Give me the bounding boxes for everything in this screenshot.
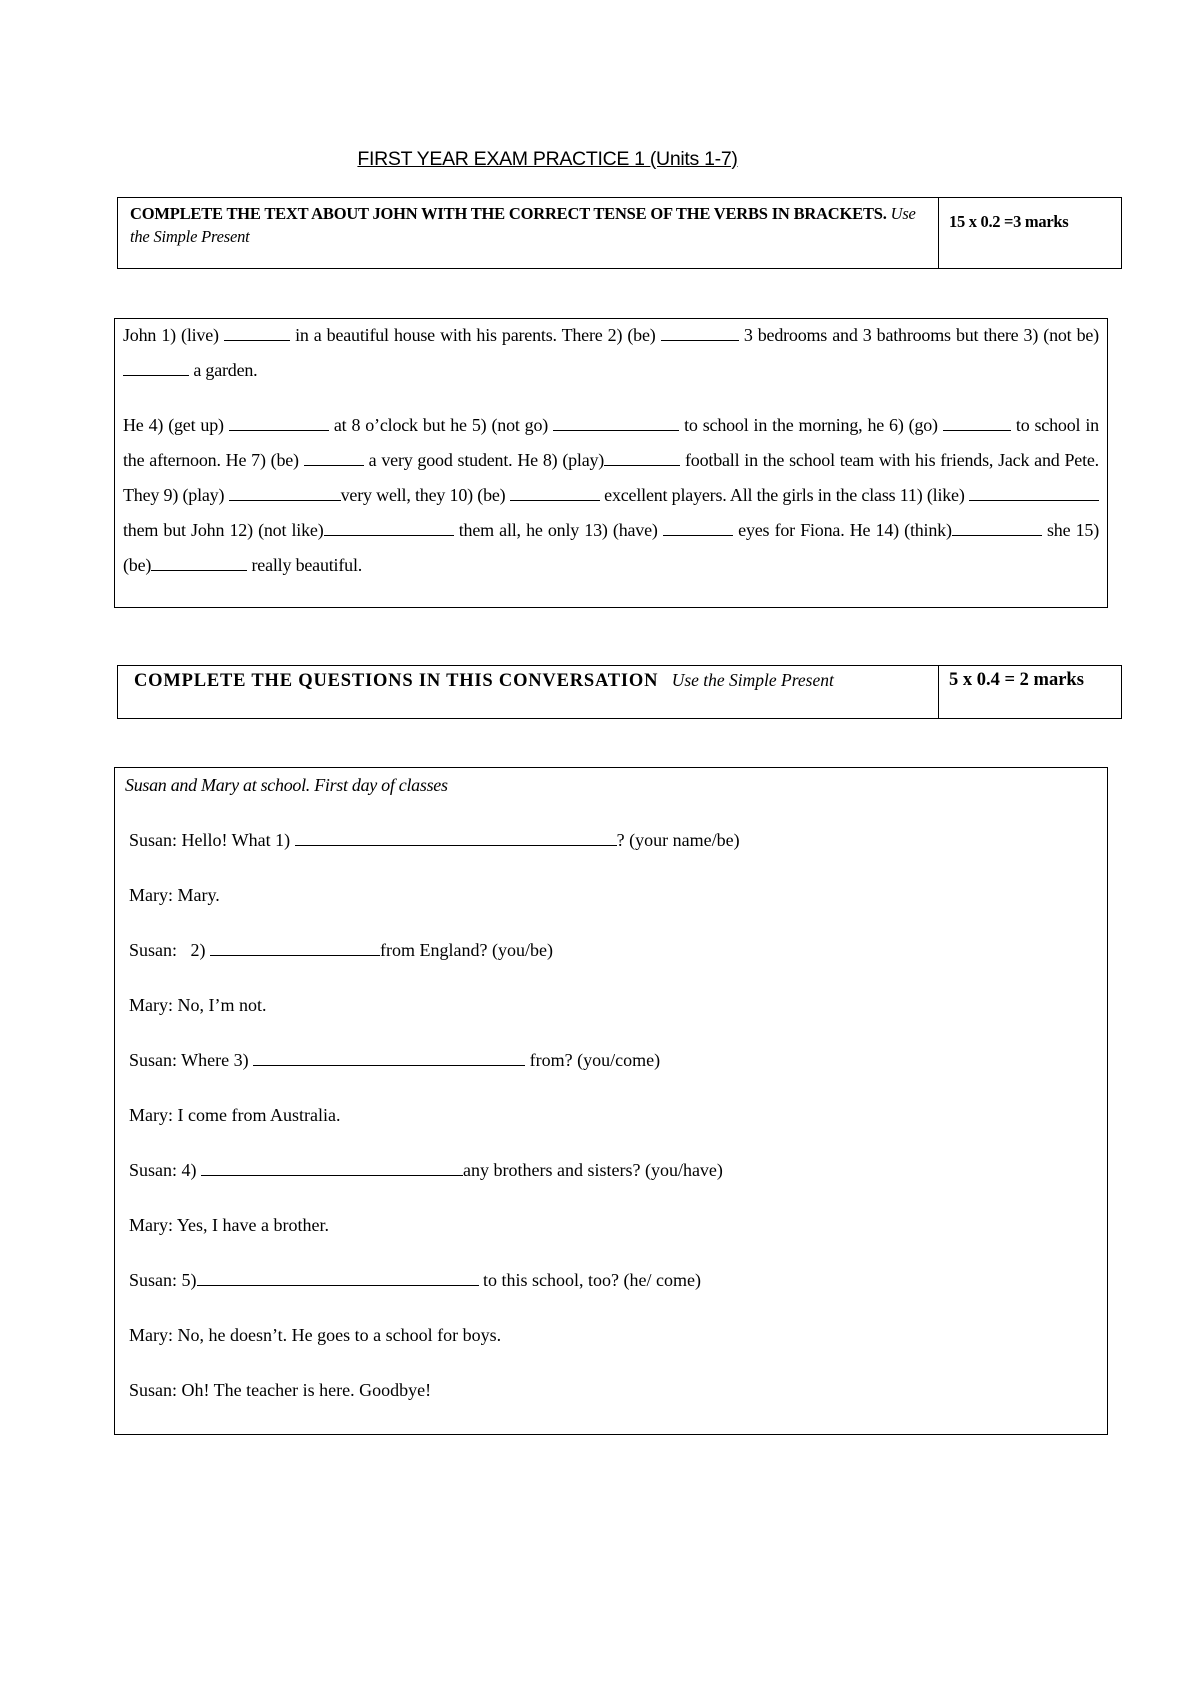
blank-15[interactable] [151, 556, 247, 571]
blank-1[interactable] [224, 326, 290, 341]
text-segment: in a beautiful house with his parents. There 2) (be) [295, 325, 656, 345]
dialogue-hint: from? (you/come) [525, 1050, 661, 1070]
dialogue-line [129, 1373, 1093, 1428]
dialogue-line [129, 1043, 1093, 1098]
dialogue-text: Susan: 4) [129, 1160, 197, 1180]
text-segment: to school in the afternoon. He 7) (be) [123, 415, 1099, 470]
text-segment: He 4) (get up) [123, 415, 224, 435]
dialogue-hint: to this school, too? (he/ come) [478, 1270, 701, 1290]
answer-blank-5[interactable] [197, 1271, 479, 1286]
answer-blank-1[interactable] [295, 831, 617, 846]
blank-13[interactable] [663, 521, 733, 536]
text-segment: them but John 12) (not like) [123, 520, 324, 540]
section1-header [117, 197, 1122, 269]
blank-3[interactable] [123, 361, 189, 376]
dialogue-text: Susan: 5) [129, 1270, 197, 1290]
section1-text-box [114, 318, 1108, 608]
dialogue-text: Mary: Mary. [129, 885, 220, 905]
blank-6[interactable] [943, 416, 1011, 431]
section1-instruction-text: COMPLETE THE TEXT ABOUT JOHN WITH THE CORRECT TENSE OF THE VERBS IN BRACKETS. [130, 204, 887, 223]
answer-blank-2[interactable] [210, 941, 380, 956]
blank-2[interactable] [661, 326, 739, 341]
conversation-subtitle: Susan and Mary at school. First day of classes [125, 775, 448, 795]
text-segment: John 1) (live) [123, 325, 219, 345]
dialogue-line [129, 1098, 1093, 1153]
text-segment: football in the school team with his friends, Jack and Pete. They 9) (play) [123, 450, 1099, 505]
text-segment: excellent players. All the girls in the class 11) (like) [604, 485, 965, 505]
dialogue-line [129, 1153, 1093, 1208]
dialogue-hint: from England? (you/be) [380, 940, 553, 960]
section2-marks: 5 x 0.4 = 2 marks [949, 670, 1084, 690]
dialogue-line [129, 1263, 1093, 1318]
blank-4[interactable] [229, 416, 329, 431]
dialogue-text: Susan: Hello! What 1) [129, 830, 291, 850]
text-segment: a garden. [193, 360, 258, 380]
text-segment: a very good student. He 8) (play) [368, 450, 605, 470]
dialogue-line [129, 1318, 1093, 1373]
answer-blank-3[interactable] [253, 1051, 525, 1066]
dialogue-line [129, 1208, 1093, 1263]
section2-instruction-text: COMPLETE THE QUESTIONS IN THIS CONVERSATION [134, 671, 659, 691]
dialogue-hint: ? (your name/be) [616, 830, 740, 850]
text-segment: to school in the morning, he 6) (go) [684, 415, 938, 435]
text-segment: she 15) (be) [123, 520, 1099, 575]
text-segment: them all, he only 13) (have) [458, 520, 658, 540]
blank-12[interactable] [324, 521, 454, 536]
dialogue-text: Mary: Yes, I have a brother. [129, 1215, 329, 1235]
text-segment: 3 bedrooms and 3 bathrooms but there 3) (not be) [743, 325, 1099, 345]
dialogue-hint: any brothers and sisters? (you/have) [463, 1160, 723, 1180]
answer-blank-4[interactable] [201, 1161, 463, 1176]
text-segment: very well, they 10) (be) [340, 485, 506, 505]
paragraph-2 [123, 408, 1099, 583]
blank-8[interactable] [604, 451, 680, 466]
paragraph-1 [123, 318, 1099, 388]
section2-instruction-note: Use the Simple Present [671, 670, 834, 690]
text-segment: really beautiful. [251, 555, 363, 575]
dialogue-text: Mary: No, I’m not. [129, 995, 267, 1015]
blank-9[interactable] [229, 486, 341, 501]
section2-instruction [118, 666, 939, 718]
dialogue-line [129, 988, 1093, 1043]
blank-7[interactable] [304, 451, 364, 466]
text-segment: eyes for Fiona. He 14) (think) [738, 520, 952, 540]
conversation-box [114, 767, 1108, 1435]
dialogue-text: Susan: 2) [129, 940, 206, 960]
section1-instruction-note: Use the Simple Present [130, 204, 916, 246]
section1-instruction [118, 198, 939, 268]
blank-5[interactable] [553, 416, 679, 431]
text-segment: at 8 o’clock but he 5) (not go) [333, 415, 549, 435]
dialogue-text: Mary: No, he doesn’t. He goes to a school for boys. [129, 1325, 502, 1345]
dialogue-line [129, 933, 1093, 988]
blank-14[interactable] [952, 521, 1042, 536]
dialogue-text: Susan: Where 3) [129, 1050, 249, 1070]
page-title: FIRST YEAR EXAM PRACTICE 1 (Units 1-7) [357, 148, 738, 170]
blank-10[interactable] [510, 486, 600, 501]
section1-marks: 15 x 0.2 =3 marks [949, 212, 1069, 231]
dialogue-line [129, 823, 1093, 878]
blank-11[interactable] [969, 486, 1099, 501]
dialogue-text: Susan: Oh! The teacher is here. Goodbye! [129, 1380, 432, 1400]
section2-header [117, 665, 1122, 719]
dialogue-text: Mary: I come from Australia. [129, 1105, 341, 1125]
dialogue-line [129, 878, 1093, 933]
